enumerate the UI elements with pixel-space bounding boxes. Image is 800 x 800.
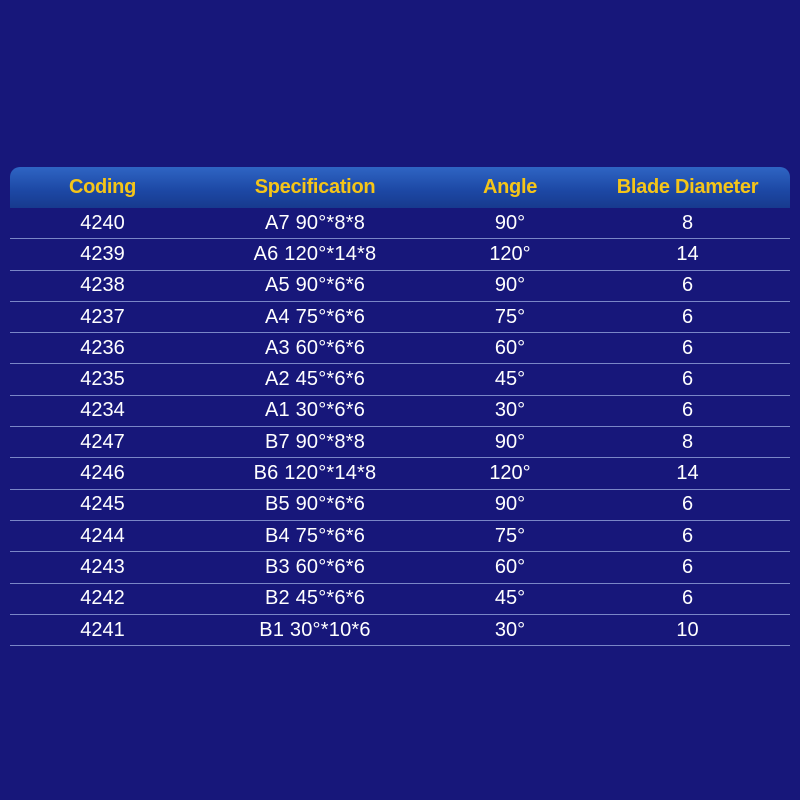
cell-specification: A7 90°*8*8 [264, 211, 366, 234]
header-specification: Specification [254, 176, 376, 198]
cell-blade-diameter: 6 [681, 587, 694, 610]
header-angle: Angle [482, 176, 538, 198]
cell-coding: 4241 [80, 618, 125, 641]
cell-specification: B5 90°*6*6 [264, 493, 366, 516]
cell-blade-diameter: 6 [681, 274, 694, 297]
cell-specification: B7 90°*8*8 [264, 430, 366, 453]
cell-blade-diameter: 6 [681, 305, 694, 328]
cell-coding: 4236 [80, 336, 125, 359]
table-row [10, 396, 790, 427]
cell-specification: B3 60°*6*6 [264, 555, 366, 578]
cell-blade-diameter: 8 [681, 211, 694, 234]
cell-coding: 4247 [80, 430, 125, 453]
cell-blade-diameter: 14 [676, 242, 699, 265]
cell-coding: 4237 [80, 305, 125, 328]
cell-angle: 45° [494, 587, 526, 610]
cell-angle: 75° [494, 524, 526, 547]
cell-specification: A4 75°*6*6 [264, 305, 366, 328]
table-row [10, 364, 790, 395]
table-row [10, 615, 790, 646]
cell-coding: 4238 [80, 274, 125, 297]
cell-coding: 4246 [80, 462, 125, 485]
cell-angle: 30° [494, 399, 526, 422]
cell-coding: 4243 [80, 555, 125, 578]
cell-blade-diameter: 6 [681, 555, 694, 578]
cell-specification: A3 60°*6*6 [264, 336, 366, 359]
cell-angle: 45° [494, 368, 526, 391]
table-row [10, 584, 790, 615]
cell-coding: 4240 [80, 211, 125, 234]
cell-angle: 60° [494, 555, 526, 578]
table-row [10, 427, 790, 458]
cell-coding: 4239 [80, 242, 125, 265]
cell-blade-diameter: 8 [681, 430, 694, 453]
cell-angle: 90° [494, 430, 526, 453]
cell-blade-diameter: 6 [681, 493, 694, 516]
cell-blade-diameter: 6 [681, 336, 694, 359]
table-row [10, 239, 790, 270]
cell-specification: A1 30°*6*6 [264, 399, 366, 422]
table-header [10, 167, 790, 208]
table-row [10, 208, 790, 239]
cell-angle: 90° [494, 493, 526, 516]
cell-angle: 120° [489, 242, 531, 265]
cell-coding: 4234 [80, 399, 125, 422]
table-body [10, 208, 790, 646]
cell-angle: 30° [494, 618, 526, 641]
cell-angle: 120° [489, 462, 531, 485]
table-row [10, 333, 790, 364]
cell-coding: 4235 [80, 368, 125, 391]
cell-angle: 90° [494, 211, 526, 234]
cell-blade-diameter: 10 [676, 618, 699, 641]
cell-blade-diameter: 14 [676, 462, 699, 485]
cell-specification: A2 45°*6*6 [264, 368, 366, 391]
header-blade-diameter: Blade Diameter [616, 176, 759, 198]
cell-coding: 4245 [80, 493, 125, 516]
cell-coding: 4242 [80, 587, 125, 610]
cell-specification: B2 45°*6*6 [264, 587, 366, 610]
cell-specification: B1 30°*10*6 [259, 618, 371, 641]
cell-specification: A6 120°*14*8 [253, 242, 377, 265]
cell-blade-diameter: 6 [681, 399, 694, 422]
cell-specification: B4 75°*6*6 [264, 524, 366, 547]
spec-table [10, 167, 790, 646]
table-row [10, 458, 790, 489]
header-coding: Coding [68, 176, 137, 198]
table-row [10, 521, 790, 552]
table-row [10, 552, 790, 583]
table-row [10, 302, 790, 333]
cell-angle: 75° [494, 305, 526, 328]
cell-specification: B6 120°*14*8 [253, 462, 377, 485]
cell-specification: A5 90°*6*6 [264, 274, 366, 297]
cell-coding: 4244 [80, 524, 125, 547]
cell-blade-diameter: 6 [681, 524, 694, 547]
cell-angle: 60° [494, 336, 526, 359]
cell-angle: 90° [494, 274, 526, 297]
cell-blade-diameter: 6 [681, 368, 694, 391]
table-row [10, 271, 790, 302]
table-row [10, 490, 790, 521]
